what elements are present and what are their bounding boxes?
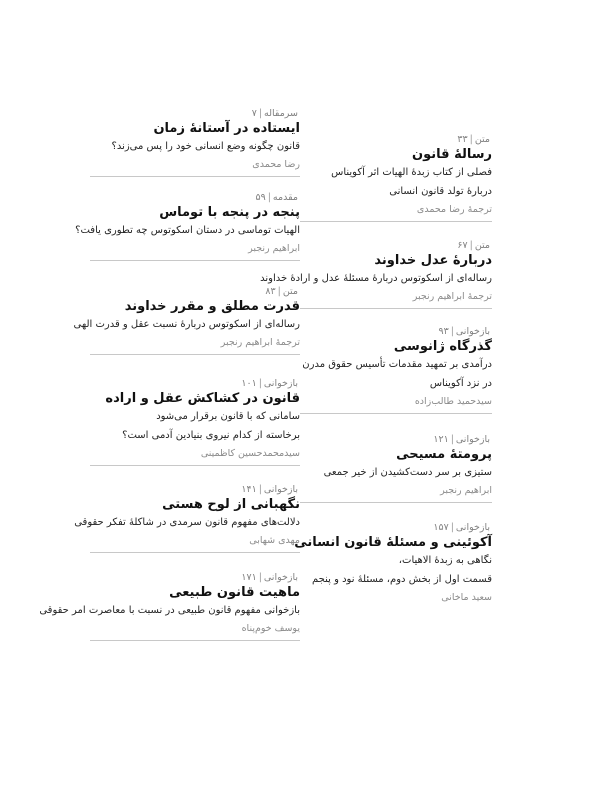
toc-entry[interactable] bbox=[90, 378, 300, 466]
article-subtitle: قسمت اول از بخش دوم، مسئلهٔ نود و پنجم bbox=[311, 574, 492, 585]
page-number: ۸۳ bbox=[265, 286, 276, 297]
page-number: ۱۵۷ bbox=[433, 522, 449, 533]
article-subtitle: الهیات توماسی در دستان اسکوتوس چه تطوری یافت؟ bbox=[75, 225, 300, 236]
article-author: یوسف خوم‌پناه bbox=[241, 623, 300, 634]
toc-entry[interactable] bbox=[90, 108, 300, 177]
article-subtitle: فصلی از کتاب زبدهٔ الهیات اثر آکویناس bbox=[331, 167, 492, 178]
section-label: بازخوانی|۱۲۱ bbox=[433, 434, 490, 445]
article-author: رضا محمدی bbox=[252, 159, 300, 170]
toc-entry[interactable] bbox=[300, 134, 492, 222]
divider bbox=[90, 354, 300, 355]
article-author: مهدی شهابی bbox=[249, 535, 300, 546]
section-label: بازخوانی|۱۵۷ bbox=[433, 522, 490, 533]
article-subtitle: ستیزی بر سر دست‌کشیدن از خیر جمعی bbox=[323, 467, 492, 478]
section-label: متن|۳۳ bbox=[457, 134, 490, 145]
page-number: ۱۷۱ bbox=[241, 572, 257, 583]
article-author: سیدمحمدحسین کاظمینی bbox=[200, 448, 300, 459]
article-author: ابراهیم رنجبر bbox=[440, 485, 492, 496]
article-title[interactable]: پنجه در پنجه با توماس bbox=[159, 205, 300, 220]
section-label: بازخوانی|۱۰۱ bbox=[241, 378, 298, 389]
article-title[interactable]: ایستاده در آستانهٔ زمان bbox=[153, 121, 300, 136]
section-label: مقدمه|۵۹ bbox=[255, 192, 298, 203]
toc-entry[interactable] bbox=[74, 484, 300, 553]
article-title[interactable]: نگهبانی از لوح هستی bbox=[162, 497, 300, 512]
section-label: بازخوانی|۹۳ bbox=[438, 326, 490, 337]
page-number: ۷ bbox=[251, 108, 257, 119]
article-author: ابراهیم رنجبر bbox=[248, 243, 300, 254]
article-subtitle: سامانی که با قانون برقرار می‌شود bbox=[156, 411, 300, 422]
article-author: ترجمهٔ رضا محمدی bbox=[416, 204, 492, 215]
toc-entry[interactable] bbox=[39, 572, 300, 641]
article-author: ترجمهٔ ابراهیم رنجبر bbox=[220, 337, 300, 348]
page-number: ۱۲۱ bbox=[433, 434, 449, 445]
article-subtitle: دربارهٔ تولد قانون انسانی bbox=[389, 186, 492, 197]
page-number: ۹۳ bbox=[438, 326, 449, 337]
article-title[interactable]: آکوئینی و مسئلهٔ قانون انسانی bbox=[294, 535, 492, 550]
toc-entry[interactable] bbox=[73, 286, 300, 355]
article-title[interactable]: دربارهٔ عدل خداوند bbox=[374, 253, 492, 268]
page-number: ۵۹ bbox=[255, 192, 266, 203]
toc-entry[interactable] bbox=[300, 326, 492, 414]
divider bbox=[90, 640, 300, 641]
page-number: ۱۴۱ bbox=[241, 484, 257, 495]
article-subtitle: رساله‌ای از اسکوتوس دربارهٔ مسئلهٔ عدل و ارادهٔ خداوند bbox=[260, 273, 492, 284]
article-subtitle: بازخوانی مفهوم قانون طبیعی در نسبت با معاصرت امر حقوقی bbox=[39, 605, 300, 616]
article-subtitle: دلالت‌های مفهوم قانون سرمدی در شاکلهٔ تفکر حقوقی bbox=[74, 517, 300, 528]
divider bbox=[300, 221, 492, 222]
page-number: ۶۷ bbox=[457, 240, 468, 251]
toc-entry[interactable] bbox=[75, 192, 300, 261]
section-label: بازخوانی|۱۷۱ bbox=[241, 572, 298, 583]
toc-entry[interactable] bbox=[300, 434, 492, 503]
article-title[interactable]: ماهیت قانون طبیعی bbox=[169, 585, 300, 600]
toc-entry[interactable] bbox=[294, 522, 492, 606]
article-author: ترجمهٔ ابراهیم رنجبر bbox=[412, 291, 492, 302]
section-label: متن|۶۷ bbox=[457, 240, 490, 251]
article-title[interactable]: رسالهٔ قانون bbox=[412, 147, 492, 162]
section-label: متن|۸۳ bbox=[265, 286, 298, 297]
article-subtitle: رساله‌ای از اسکوتوس دربارهٔ نسبت عقل و قدرت الهی bbox=[73, 319, 300, 330]
page-number: ۳۳ bbox=[457, 134, 468, 145]
divider bbox=[90, 260, 300, 261]
article-author: سیدحمید طالب‌زاده bbox=[414, 396, 492, 407]
article-author: سعید ماخانی bbox=[441, 592, 492, 603]
article-title[interactable]: قانون در کشاکش عقل و اراده bbox=[105, 391, 300, 406]
divider bbox=[300, 413, 492, 414]
section-label: سرمقاله|۷ bbox=[251, 108, 298, 119]
article-subtitle: قانون چگونه وضع انسانی خود را پس می‌زند؟ bbox=[111, 141, 300, 152]
divider bbox=[300, 502, 492, 503]
article-title[interactable]: گذرگاه ژانوسی bbox=[393, 339, 492, 354]
divider bbox=[90, 552, 300, 553]
article-subtitle: درآمدی بر تمهید مقدمات تأسیس حقوق مدرن bbox=[302, 359, 492, 370]
divider bbox=[90, 465, 300, 466]
divider bbox=[300, 308, 492, 309]
article-subtitle: برخاسته از کدام نیروی بنیادین آدمی است؟ bbox=[122, 430, 300, 441]
article-subtitle: در نزد آکویناس bbox=[429, 378, 492, 389]
section-label: بازخوانی|۱۴۱ bbox=[241, 484, 298, 495]
divider bbox=[90, 176, 300, 177]
article-title[interactable]: قدرت مطلق و مقرر خداوند bbox=[124, 299, 300, 314]
page-number: ۱۰۱ bbox=[241, 378, 257, 389]
article-subtitle: نگاهی به زبدهٔ الاهیات، bbox=[398, 555, 492, 566]
article-title[interactable]: پرومتهٔ مسیحی bbox=[396, 447, 492, 462]
